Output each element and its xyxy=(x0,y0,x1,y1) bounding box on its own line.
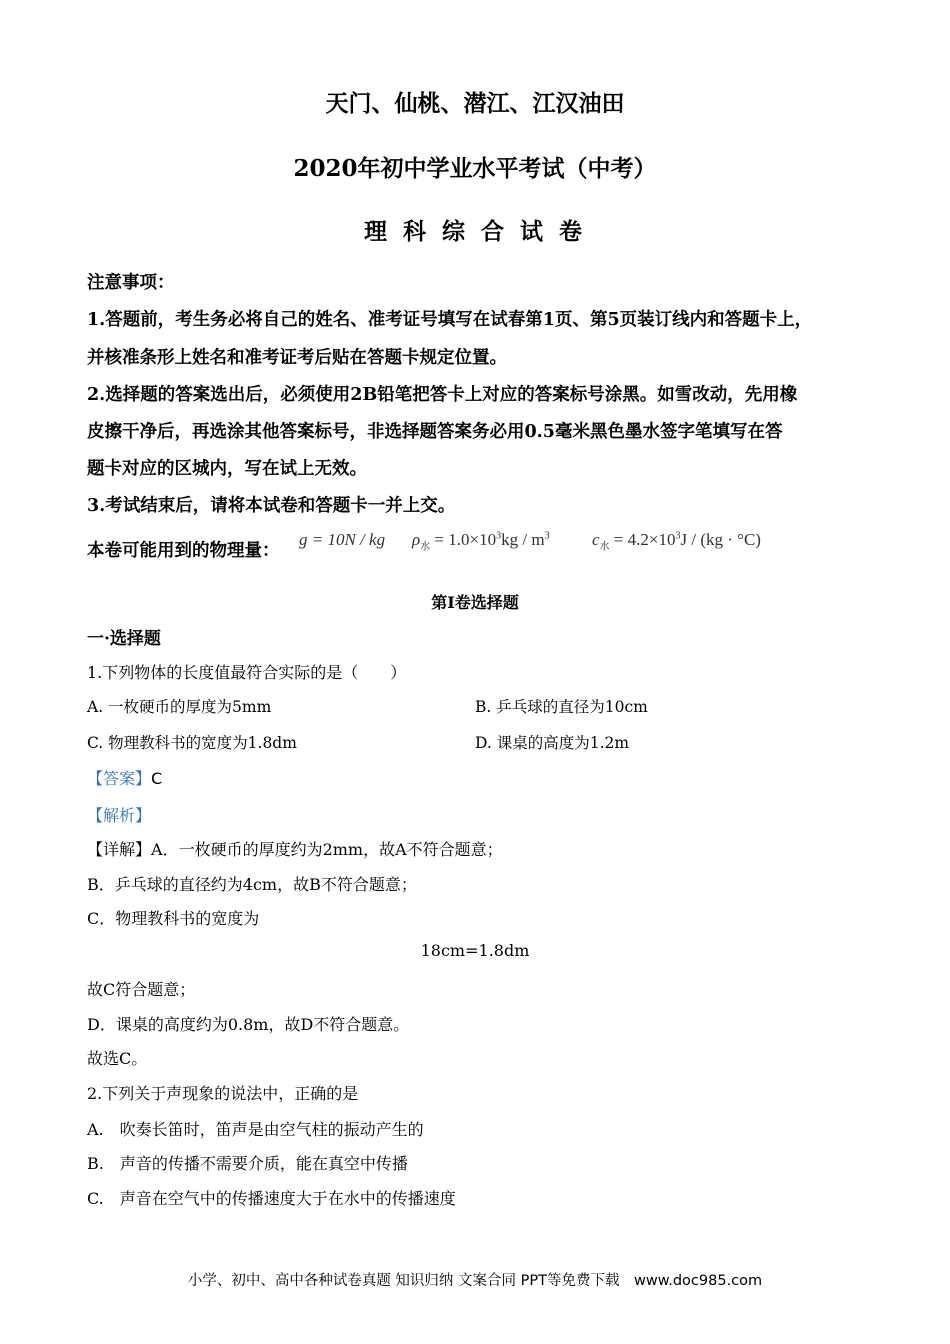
page-footer: 小学、初中、高中各种试卷真题 知识归纳 文案合同 PPT等免费下载 www.doc985.com xyxy=(187,1273,763,1289)
notice-line: 并核准条形上姓名和准考证考后贴在答题卡规定位置。 xyxy=(87,348,507,368)
answer-line xyxy=(87,766,162,789)
detail-line: C．物理教科书的宽度为 xyxy=(87,909,260,928)
detail-line: D．课桌的高度约为0.8m，故D不符合题意。 xyxy=(87,1015,410,1034)
exam-subject-title: 理 科 综 合 试 卷 xyxy=(363,218,587,245)
question-1-option-a: A. 一枚硬币的厚度为5mm xyxy=(87,698,272,716)
question-1-option-b: B. 乒乓球的直径为10cm xyxy=(475,698,648,716)
detail-line: 故C符合题意； xyxy=(87,980,196,999)
formula-gravity: g = 10N / kg xyxy=(299,530,386,549)
notice-line: 2.选择题的答案选出后，必须使用2B铅笔把答卡上对应的答案标号涂黑。如雪改动，先用橡 xyxy=(87,385,798,405)
part-title: 第Ⅰ卷选择题 xyxy=(431,593,519,612)
analysis-label: 【解析】 xyxy=(87,806,152,825)
detail-formula: 18cm=1.8dm xyxy=(420,941,530,960)
notice-line: 题卡对应的区城内，写在试上无效。 xyxy=(87,459,367,479)
detail-line: 【详解】A．一枚硬币的厚度约为2mm，故A不符合题意； xyxy=(87,840,503,859)
notice-line: 1.答题前，考生务必将自己的姓名、准考证号填写在试春第1页、第5页装订线内和答题卡上， xyxy=(87,310,813,330)
exam-year-title: 2020年初中学业水平考试（中考） xyxy=(293,155,657,182)
question-2-option-b: B. 声音的传播不需要介质，能在真空中传播 xyxy=(87,1154,408,1173)
question-1-stem: 1.下列物体的长度值最符合实际的是（ ） xyxy=(87,663,407,682)
formula-water-heat-capacity: $c_水 = 4.2\times 10^3J / (kg \cdot ^\circ C)$ xyxy=(592,530,761,553)
question-1-option-d: D. 课桌的高度为1.2m xyxy=(475,734,630,752)
physics-constants-label: 本卷可能用到的物理量： xyxy=(87,541,280,561)
question-2-option-c: C. 声音在空气中的传播速度大于在水中的传播速度 xyxy=(87,1189,456,1208)
notice-line: 皮擦干净后，再选涂其他答案标号，非选择题答案务必用0.5毫米黑色墨水签字笔填写在答 xyxy=(87,422,783,442)
section-title: 一·选择题 xyxy=(87,629,161,649)
question-2-option-a: A. 吹奏长笛时，笛声是由空气柱的振动产生的 xyxy=(87,1120,424,1139)
notice-heading: 注意事项： xyxy=(87,273,175,293)
formula-water-density: $\rho_水 = 1.0\times 10^3kg / m^3$ xyxy=(412,530,550,553)
question-2-stem: 2.下列关于声现象的说法中，正确的是 xyxy=(87,1084,359,1103)
exam-region-title: 天门、仙桃、潜江、江汉油田 xyxy=(325,90,625,117)
answer-label: 【答案】 xyxy=(87,769,152,788)
detail-label: 【详解】 xyxy=(87,840,152,859)
question-1-option-c: C. 物理教科书的宽度为1.8dm xyxy=(87,734,297,752)
answer-value: C xyxy=(151,769,163,788)
conclusion-line: 故选C。 xyxy=(87,1049,148,1068)
detail-line: B．乒乓球的直径约为4cm，故B不符合题意； xyxy=(87,875,417,894)
notice-line: 3.考试结束后，请将本试卷和答题卡一并上交。 xyxy=(87,496,456,516)
